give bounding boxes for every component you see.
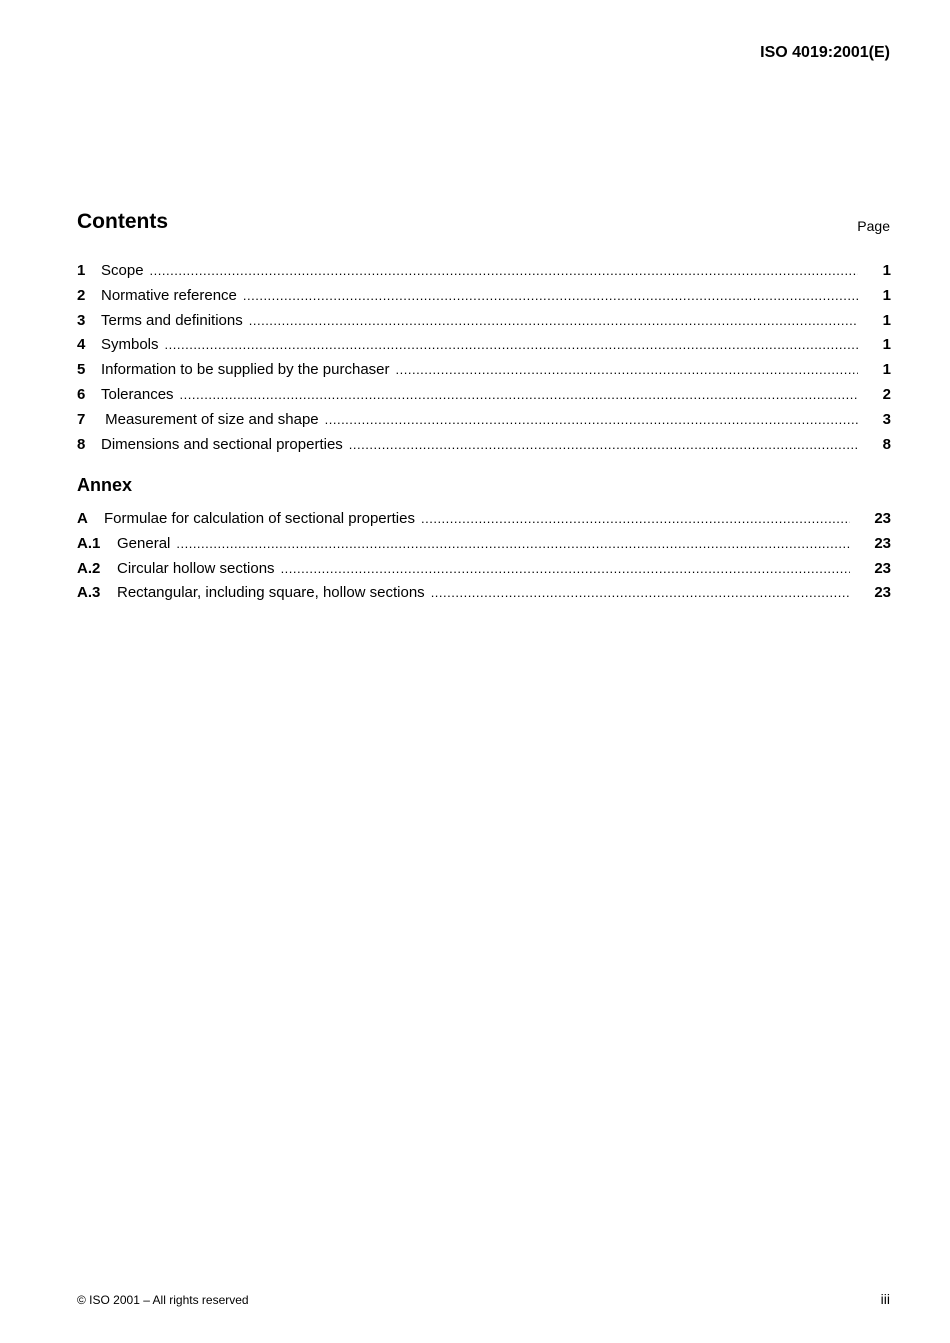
toc-entry-title: Dimensions and sectional properties (101, 435, 343, 453)
annex-entry-number: A.3 (77, 584, 101, 602)
toc-entry-title: Tolerances (101, 385, 174, 403)
annex-entry[interactable] (77, 584, 891, 609)
annex-entry[interactable] (77, 560, 891, 585)
toc-entry[interactable] (77, 312, 891, 337)
annex-entry-number: A (77, 510, 88, 527)
toc-entry-title: Scope (101, 262, 144, 279)
dot-leader (165, 337, 858, 352)
dot-leader (421, 511, 850, 526)
toc-entry-title: Symbols (101, 336, 159, 354)
toc-entry[interactable] (77, 411, 891, 436)
toc-entry[interactable] (77, 386, 891, 411)
annex-entry-page: 23 (874, 510, 891, 527)
dot-leader (180, 387, 858, 402)
toc-entry-page: 2 (882, 385, 891, 403)
annex-list (77, 510, 891, 609)
toc-entry-number: 7 (77, 410, 86, 428)
document-id: ISO 4019:2001(E) (760, 44, 890, 61)
toc-entry[interactable] (77, 436, 891, 461)
copyright-notice: © ISO 2001 – All rights reserved (77, 1293, 249, 1307)
toc-entry-title: Information to be supplied by the purchaser (101, 361, 390, 379)
toc-entry[interactable] (77, 336, 891, 361)
contents-list (77, 262, 891, 460)
annex-entry[interactable] (77, 535, 891, 560)
toc-entry[interactable] (77, 361, 891, 386)
toc-entry-number: 6 (77, 385, 86, 403)
dot-leader (150, 263, 858, 278)
dot-leader (431, 585, 850, 600)
dot-leader (249, 313, 858, 328)
annex-entry-title: General (117, 534, 171, 552)
toc-entry-number: 5 (77, 361, 86, 379)
annex-heading: Annex (77, 475, 133, 495)
toc-entry-page: 1 (882, 361, 891, 379)
annex-entry-number: A.1 (77, 534, 101, 552)
toc-entry-number: 8 (77, 435, 86, 453)
page-number: iii (880, 1291, 890, 1307)
dot-leader (176, 536, 850, 551)
page-column-label: Page (857, 218, 890, 234)
annex-entry-number: A.2 (77, 559, 101, 577)
toc-entry-title: Terms and definitions (101, 311, 243, 329)
dot-leader (243, 288, 858, 303)
toc-entry-number: 2 (77, 286, 86, 304)
annex-entry-page: 23 (874, 534, 891, 552)
annex-entry-title: Formulae for calculation of sectional properties (104, 510, 415, 527)
toc-entry-title: Normative reference (101, 286, 237, 304)
annex-entry[interactable] (77, 510, 891, 535)
toc-entry-page: 8 (882, 435, 891, 453)
toc-entry-number: 3 (77, 311, 86, 329)
toc-entry[interactable] (77, 262, 891, 287)
toc-entry-page: 1 (882, 311, 891, 329)
dot-leader (396, 362, 858, 377)
toc-entry-page: 3 (882, 410, 891, 428)
toc-entry[interactable] (77, 287, 891, 312)
annex-entry-title: Circular hollow sections (117, 559, 275, 577)
toc-entry-title: Measurement of size and shape (101, 410, 319, 428)
toc-entry-number: 1 (77, 262, 86, 279)
toc-entry-page: 1 (882, 262, 891, 279)
annex-entry-page: 23 (874, 559, 891, 577)
toc-entry-page: 1 (882, 286, 891, 304)
annex-entry-title: Rectangular, including square, hollow sections (117, 584, 425, 602)
toc-entry-number: 4 (77, 336, 86, 354)
dot-leader (349, 437, 858, 452)
dot-leader (325, 412, 858, 427)
annex-entry-page: 23 (874, 584, 891, 602)
toc-entry-page: 1 (882, 336, 891, 354)
dot-leader (281, 561, 850, 576)
contents-heading: Contents (77, 210, 168, 233)
